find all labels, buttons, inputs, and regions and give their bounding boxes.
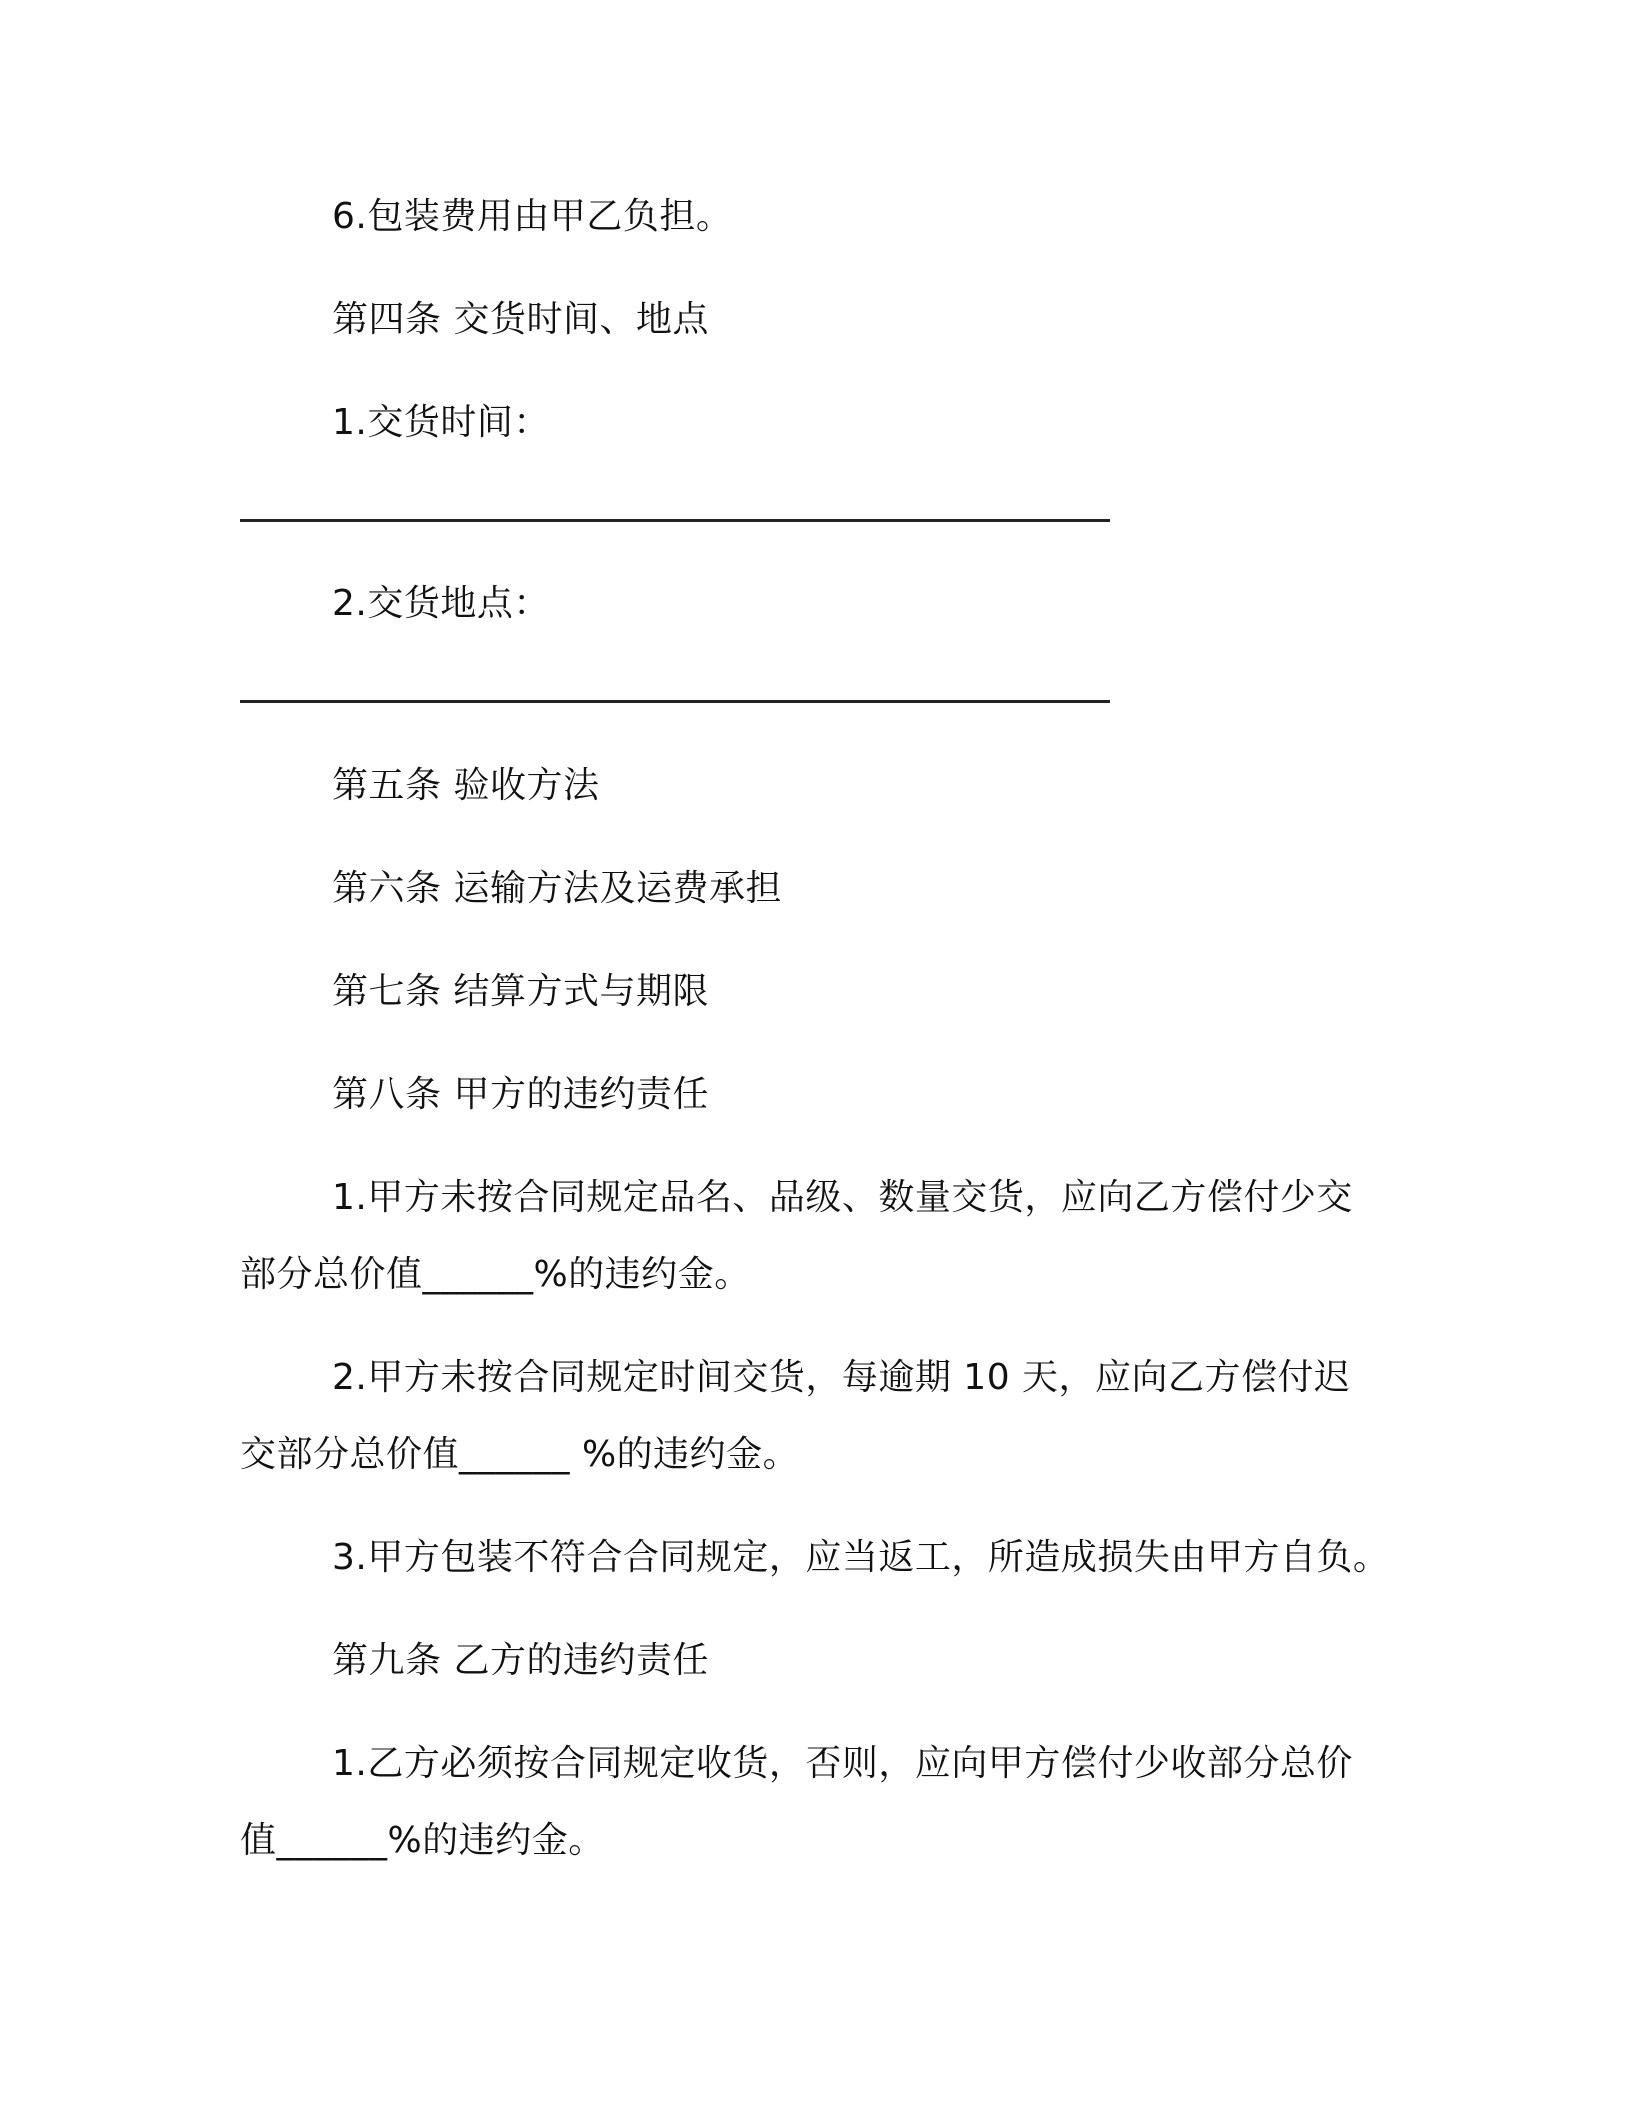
clause-packaging-cost: 6.包装费用由甲乙负担。 <box>332 196 733 237</box>
article-4-heading: 第四条 交货时间、地点 <box>332 299 709 340</box>
article-6-heading: 第六条 运输方法及运费承担 <box>332 868 782 909</box>
delivery-place-blank-line <box>240 700 1110 703</box>
party-a-clause-1-line-1: 1.甲方未按合同规定品名、品级、数量交货，应向乙方偿付少交 <box>332 1177 1353 1218</box>
party-a-clause-3: 3.甲方包装不符合合同规定，应当返工，所造成损失由甲方自负。 <box>332 1537 1390 1578</box>
party-a-clause-2-line-1: 2.甲方未按合同规定时间交货，每逾期 10 天，应向乙方偿付迟 <box>332 1357 1351 1398</box>
article-9-heading: 第九条 乙方的违约责任 <box>332 1640 709 1681</box>
party-a-clause-1-line-2: 部分总价值______%的违约金。 <box>240 1254 751 1295</box>
article-5-heading: 第五条 验收方法 <box>332 765 600 806</box>
party-a-clause-2-line-2: 交部分总价值______ %的违约金。 <box>240 1434 800 1475</box>
party-b-clause-1-line-2: 值______%的违约金。 <box>240 1820 605 1861</box>
delivery-time-label: 1.交货时间： <box>332 402 550 443</box>
delivery-time-blank-line <box>240 519 1110 522</box>
party-b-clause-1-line-1: 1.乙方必须按合同规定收货，否则，应向甲方偿付少收部分总价 <box>332 1743 1353 1784</box>
article-8-heading: 第八条 甲方的违约责任 <box>332 1074 709 1115</box>
article-7-heading: 第七条 结算方式与期限 <box>332 971 709 1012</box>
delivery-place-label: 2.交货地点： <box>332 583 550 624</box>
